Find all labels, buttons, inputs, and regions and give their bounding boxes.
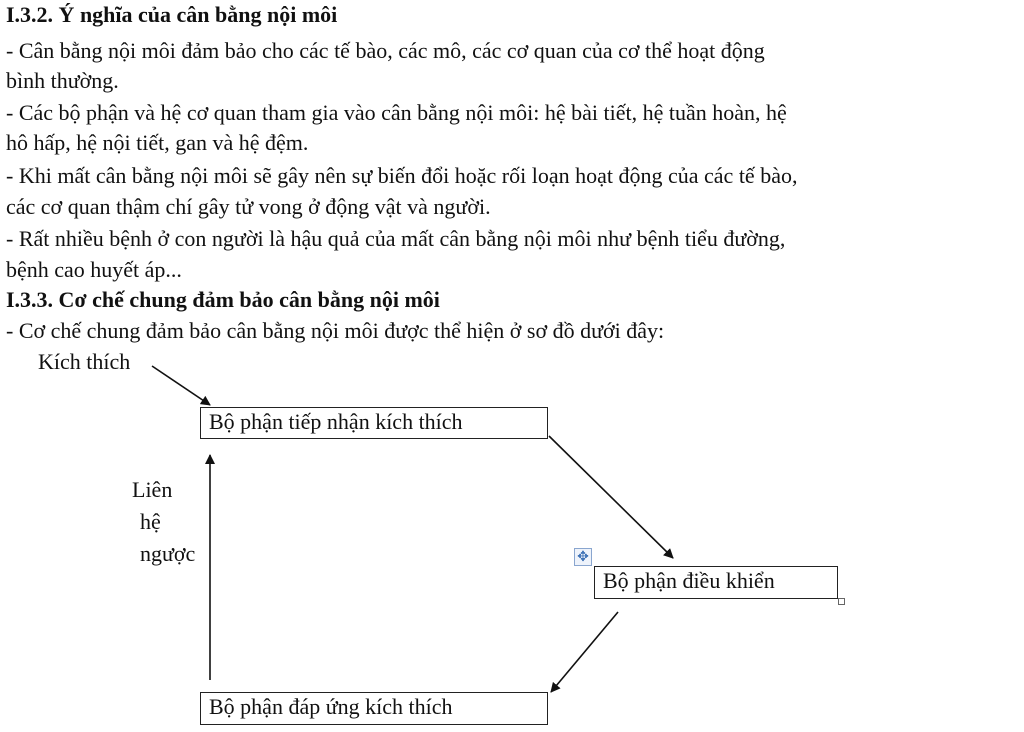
controller-box[interactable]: Bộ phận điều khiển: [594, 566, 838, 599]
arrow-receptor-to-controller: [549, 436, 673, 558]
feedback-label-line-2: hệ: [140, 509, 161, 534]
paragraph-line: các cơ quan thậm chí gây tử vong ở động vật và người.: [6, 194, 491, 219]
effector-box[interactable]: Bộ phận đáp ứng kích thích: [200, 692, 548, 725]
stimulus-label: Kích thích: [38, 349, 131, 374]
paragraph-line: - Rất nhiều bệnh ở con người là hậu quả của mất cân bằng nội môi như bệnh tiểu đường,: [6, 226, 786, 251]
receptor-box[interactable]: Bộ phận tiếp nhận kích thích: [200, 407, 548, 439]
paragraph-line: bình thường.: [6, 68, 119, 93]
paragraph-line: - Cân bằng nội môi đảm bảo cho các tế bào, các mô, các cơ quan của cơ thể hoạt động: [6, 38, 765, 63]
arrow-controller-to-effector: [551, 612, 618, 692]
paragraph-line: - Khi mất cân bằng nội môi sẽ gây nên sự biến đổi hoặc rối loạn hoạt động của các tế bào,: [6, 163, 798, 188]
arrow-stimulus-to-receptor: [152, 366, 210, 405]
paragraph-line: hô hấp, hệ nội tiết, gan và hệ đệm.: [6, 130, 309, 155]
heading-1-3-3: I.3.3. Cơ chế chung đảm bảo cân bằng nội môi: [6, 287, 440, 312]
move-anchor-icon[interactable]: ✥: [574, 548, 592, 566]
resize-handle[interactable]: [838, 598, 845, 605]
diagram-intro: - Cơ chế chung đảm bảo cân bằng nội môi được thể hiện ở sơ đồ dưới đây:: [6, 318, 665, 343]
feedback-label-line-1: Liên: [132, 477, 173, 502]
paragraph-line: bệnh cao huyết áp...: [6, 257, 182, 282]
paragraph-line: - Các bộ phận và hệ cơ quan tham gia vào cân bằng nội môi: hệ bài tiết, hệ tuần hoàn, hệ: [6, 100, 787, 125]
heading-1-3-2: I.3.2. Ý nghĩa của cân bằng nội môi: [6, 2, 338, 27]
feedback-label-line-3: ngược: [140, 541, 196, 566]
